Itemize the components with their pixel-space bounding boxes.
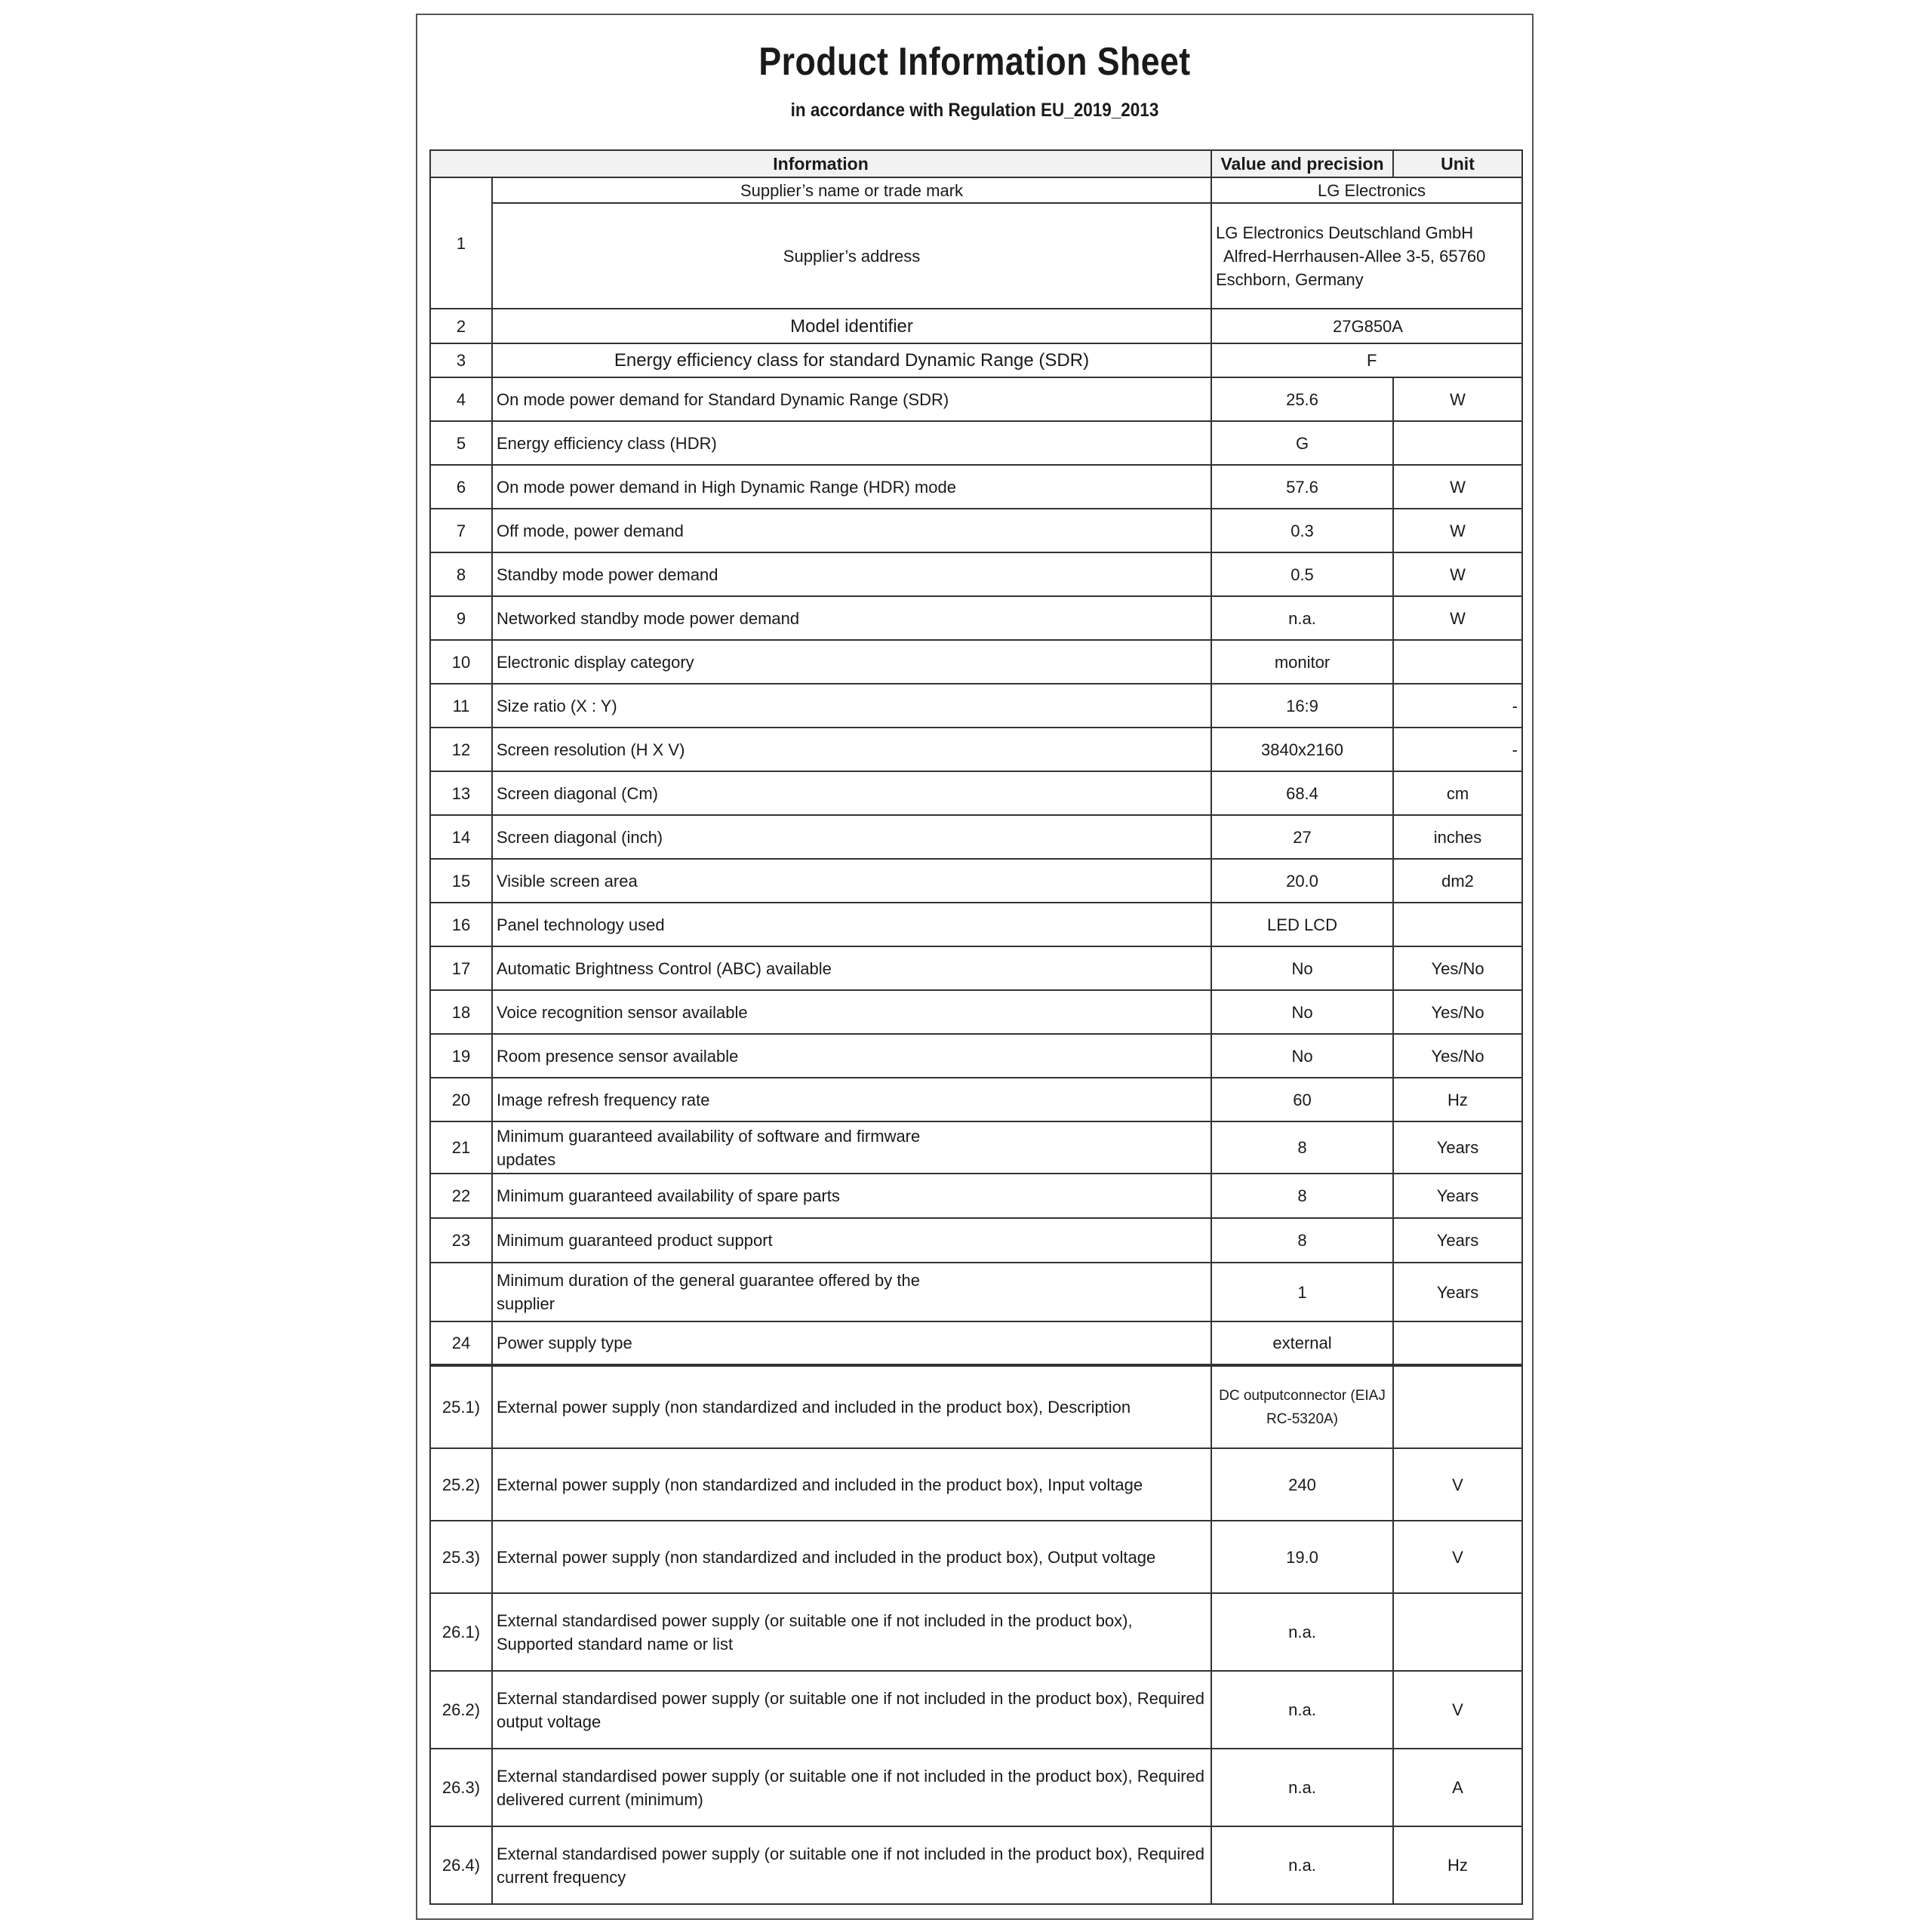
row-value: 16:9 bbox=[1211, 684, 1393, 728]
row-label: On mode power demand for Standard Dynamic Range (SDR) bbox=[492, 377, 1211, 421]
row-label: On mode power demand in High Dynamic Range (HDR) mode bbox=[492, 465, 1211, 509]
row-number: 25.2) bbox=[430, 1448, 492, 1521]
row-label: External standardised power supply (or suitable one if not included in the product box), Required delivered current (minimum) bbox=[492, 1749, 1211, 1826]
page-title: Product Information Sheet bbox=[758, 40, 1191, 84]
row-value: n.a. bbox=[1211, 596, 1393, 640]
row-unit: Years bbox=[1393, 1263, 1522, 1321]
row-value: n.a. bbox=[1211, 1593, 1393, 1671]
row-number: 6 bbox=[430, 465, 492, 509]
table-row bbox=[430, 640, 1522, 684]
row-number: 7 bbox=[430, 509, 492, 552]
row-value: n.a. bbox=[1211, 1826, 1393, 1904]
row-value: 8 bbox=[1211, 1174, 1393, 1218]
table-row bbox=[430, 1121, 1522, 1174]
row-value: 240 bbox=[1211, 1448, 1393, 1521]
row-number: 25.1) bbox=[430, 1365, 492, 1448]
table-row bbox=[430, 1034, 1522, 1078]
row-number: 15 bbox=[430, 859, 492, 903]
row-number: 26.2) bbox=[430, 1671, 492, 1749]
row-label: Minimum guaranteed product support bbox=[492, 1218, 1211, 1263]
row-label: External standardised power supply (or suitable one if not included in the product box), Required current frequency bbox=[492, 1826, 1211, 1904]
row-unit: - bbox=[1393, 684, 1522, 728]
row-unit: Years bbox=[1393, 1174, 1522, 1218]
row-value: n.a. bbox=[1211, 1671, 1393, 1749]
row-unit: V bbox=[1393, 1521, 1522, 1593]
row-unit: inches bbox=[1393, 815, 1522, 859]
row-number: 23 bbox=[430, 1218, 492, 1263]
row-unit: Yes/No bbox=[1393, 946, 1522, 990]
address-line: LG Electronics Deutschland GmbH bbox=[1216, 223, 1474, 242]
supplier-address-label: Supplier’s address bbox=[492, 203, 1211, 309]
row-unit: V bbox=[1393, 1671, 1522, 1749]
product-info-table bbox=[429, 149, 1523, 1905]
sdr-class-value: F bbox=[1211, 343, 1522, 377]
row-unit: A bbox=[1393, 1749, 1522, 1826]
table-row bbox=[430, 1218, 1522, 1263]
sdr-class-label: Energy efficiency class for standard Dynamic Range (SDR) bbox=[492, 343, 1211, 377]
row-unit: Years bbox=[1393, 1121, 1522, 1174]
row-value: 27 bbox=[1211, 815, 1393, 859]
row-unit: W bbox=[1393, 509, 1522, 552]
row-label: Power supply type bbox=[492, 1321, 1211, 1365]
model-value: 27G850A bbox=[1211, 309, 1522, 343]
model-label: Model identifier bbox=[492, 309, 1211, 343]
row-value: n.a. bbox=[1211, 1749, 1393, 1826]
table-row bbox=[430, 859, 1522, 903]
table-row bbox=[430, 1078, 1522, 1121]
row-value: 68.4 bbox=[1211, 771, 1393, 815]
row-value: 8 bbox=[1211, 1121, 1393, 1174]
supplier-name-label: Supplier’s name or trade mark bbox=[492, 177, 1211, 203]
row-label: External standardised power supply (or suitable one if not included in the product box), Required output voltage bbox=[492, 1671, 1211, 1749]
table-row bbox=[430, 946, 1522, 990]
header-information: Information bbox=[430, 150, 1211, 177]
row-number: 21 bbox=[430, 1121, 492, 1174]
supplier-address-row bbox=[430, 203, 1522, 309]
row-label: Panel technology used bbox=[492, 903, 1211, 946]
table-row bbox=[430, 596, 1522, 640]
row-value: 0.5 bbox=[1211, 552, 1393, 596]
table-header-row bbox=[430, 150, 1522, 177]
row-unit: V bbox=[1393, 1448, 1522, 1521]
row-number: 12 bbox=[430, 728, 492, 771]
row-value: 60 bbox=[1211, 1078, 1393, 1121]
row-value: 0.3 bbox=[1211, 509, 1393, 552]
address-line: Alfred-Herrhausen-Allee 3-5, 65760 bbox=[1223, 246, 1486, 266]
row-label: Screen diagonal (inch) bbox=[492, 815, 1211, 859]
row-number: 5 bbox=[430, 421, 492, 465]
row-label: Size ratio (X : Y) bbox=[492, 684, 1211, 728]
row-label: Voice recognition sensor available bbox=[492, 990, 1211, 1034]
row-value: G bbox=[1211, 421, 1393, 465]
row-label: Visible screen area bbox=[492, 859, 1211, 903]
table-row bbox=[430, 1263, 1522, 1321]
row-unit: Yes/No bbox=[1393, 990, 1522, 1034]
row-label: Energy efficiency class (HDR) bbox=[492, 421, 1211, 465]
row-label: External power supply (non standardized and included in the product box), Output voltage bbox=[492, 1521, 1211, 1593]
header-value: Value and precision bbox=[1211, 150, 1393, 177]
table-row bbox=[430, 1174, 1522, 1218]
row-number: 4 bbox=[430, 377, 492, 421]
table-row bbox=[430, 990, 1522, 1034]
row-label: Off mode, power demand bbox=[492, 509, 1211, 552]
row-unit: W bbox=[1393, 552, 1522, 596]
row-number: 18 bbox=[430, 990, 492, 1034]
table-row bbox=[430, 552, 1522, 596]
table-row bbox=[430, 1321, 1522, 1365]
row-number: 20 bbox=[430, 1078, 492, 1121]
row-label: Standby mode power demand bbox=[492, 552, 1211, 596]
row-number: 9 bbox=[430, 596, 492, 640]
row-label: Screen resolution (H X V) bbox=[492, 728, 1211, 771]
row-label: Minimum guaranteed availability of spare parts bbox=[492, 1174, 1211, 1218]
row-value: No bbox=[1211, 1034, 1393, 1078]
row-unit bbox=[1393, 903, 1522, 946]
row-number: 3 bbox=[430, 343, 492, 377]
row-number: 22 bbox=[430, 1174, 492, 1218]
row-value: LED LCD bbox=[1211, 903, 1393, 946]
row-unit: cm bbox=[1393, 771, 1522, 815]
row-value: external bbox=[1211, 1321, 1393, 1365]
row-number: 17 bbox=[430, 946, 492, 990]
row-number: 26.4) bbox=[430, 1826, 492, 1904]
row-unit: W bbox=[1393, 465, 1522, 509]
sdr-class-row bbox=[430, 343, 1522, 377]
row-unit bbox=[1393, 1365, 1522, 1448]
row-value: 8 bbox=[1211, 1218, 1393, 1263]
page-subtitle: in accordance with Regulation EU_2019_2013 bbox=[790, 100, 1159, 121]
row-unit bbox=[1393, 1593, 1522, 1671]
row-number: 1 bbox=[430, 177, 492, 309]
row-label: Image refresh frequency rate bbox=[492, 1078, 1211, 1121]
row-value: 1 bbox=[1211, 1263, 1393, 1321]
row-value: 57.6 bbox=[1211, 465, 1393, 509]
row-number: 25.3) bbox=[430, 1521, 492, 1593]
row-unit bbox=[1393, 1321, 1522, 1365]
row-label: External power supply (non standardized and included in the product box), Input voltage bbox=[492, 1448, 1211, 1521]
row-unit: Years bbox=[1393, 1218, 1522, 1263]
header-unit: Unit bbox=[1393, 150, 1522, 177]
supplier-address-value bbox=[1211, 203, 1522, 309]
row-number: 13 bbox=[430, 771, 492, 815]
row-number bbox=[430, 1263, 492, 1321]
row-unit bbox=[1393, 421, 1522, 465]
row-number: 26.1) bbox=[430, 1593, 492, 1671]
row-label: Minimum duration of the general guarantee offered by the supplier bbox=[492, 1263, 1211, 1321]
table-row bbox=[430, 815, 1522, 859]
table-row bbox=[430, 1826, 1522, 1904]
row-number: 16 bbox=[430, 903, 492, 946]
row-unit: dm2 bbox=[1393, 859, 1522, 903]
row-value: No bbox=[1211, 990, 1393, 1034]
table-row bbox=[430, 1593, 1522, 1671]
row-label: Electronic display category bbox=[492, 640, 1211, 684]
table-row bbox=[430, 771, 1522, 815]
row-unit: - bbox=[1393, 728, 1522, 771]
row-label: Screen diagonal (Cm) bbox=[492, 771, 1211, 815]
table-row bbox=[430, 1521, 1522, 1593]
row-value: 19.0 bbox=[1211, 1521, 1393, 1593]
row-value: 20.0 bbox=[1211, 859, 1393, 903]
row-unit: W bbox=[1393, 596, 1522, 640]
row-label: Automatic Brightness Control (ABC) available bbox=[492, 946, 1211, 990]
table-row bbox=[430, 684, 1522, 728]
row-unit bbox=[1393, 640, 1522, 684]
table-row bbox=[430, 1448, 1522, 1521]
row-number: 2 bbox=[430, 309, 492, 343]
row-value: 3840x2160 bbox=[1211, 728, 1393, 771]
row-number: 26.3) bbox=[430, 1749, 492, 1826]
table-row bbox=[430, 1749, 1522, 1826]
row-unit: Hz bbox=[1393, 1078, 1522, 1121]
model-row bbox=[430, 309, 1522, 343]
row-value: DC outputconnector (EIAJ RC-5320A) bbox=[1211, 1365, 1393, 1448]
table-row bbox=[430, 728, 1522, 771]
row-value: No bbox=[1211, 946, 1393, 990]
row-unit: Hz bbox=[1393, 1826, 1522, 1904]
row-label: External power supply (non standardized and included in the product box), Description bbox=[492, 1365, 1211, 1448]
table-row bbox=[430, 1671, 1522, 1749]
row-label: External standardised power supply (or suitable one if not included in the product box), Supported standard name or list bbox=[492, 1593, 1211, 1671]
row-number: 19 bbox=[430, 1034, 492, 1078]
table-row bbox=[430, 421, 1522, 465]
supplier-name-value: LG Electronics bbox=[1211, 177, 1522, 203]
row-label: Minimum guaranteed availability of software and firmware updates bbox=[492, 1121, 1211, 1174]
row-value: 25.6 bbox=[1211, 377, 1393, 421]
table-row bbox=[430, 1365, 1522, 1448]
row-number: 24 bbox=[430, 1321, 492, 1365]
table-row bbox=[430, 377, 1522, 421]
row-label: Networked standby mode power demand bbox=[492, 596, 1211, 640]
row-number: 8 bbox=[430, 552, 492, 596]
address-line: Eschborn, Germany bbox=[1216, 269, 1364, 289]
row-unit: Yes/No bbox=[1393, 1034, 1522, 1078]
row-label: Room presence sensor available bbox=[492, 1034, 1211, 1078]
product-information-sheet bbox=[416, 14, 1534, 1920]
table-row bbox=[430, 465, 1522, 509]
row-unit: W bbox=[1393, 377, 1522, 421]
supplier-name-row bbox=[430, 177, 1522, 203]
row-value: monitor bbox=[1211, 640, 1393, 684]
row-number: 10 bbox=[430, 640, 492, 684]
table-row bbox=[430, 509, 1522, 552]
row-number: 11 bbox=[430, 684, 492, 728]
table-row bbox=[430, 903, 1522, 946]
row-number: 14 bbox=[430, 815, 492, 859]
